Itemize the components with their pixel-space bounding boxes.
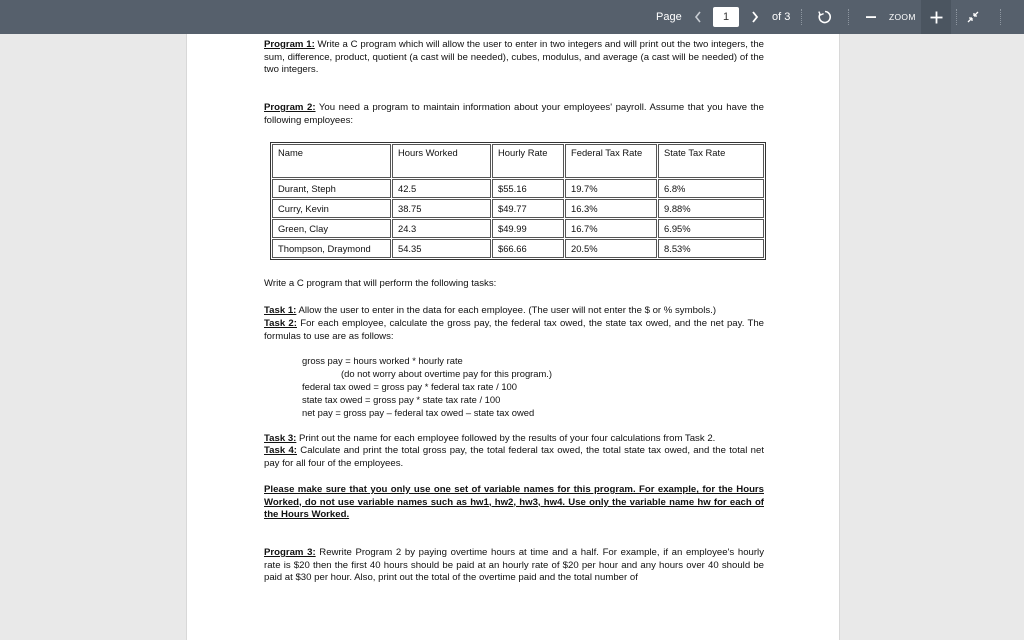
table-cell: $55.16 bbox=[492, 179, 564, 198]
toolbar-divider bbox=[801, 9, 802, 25]
employee-table bbox=[270, 142, 766, 260]
task-4-label: Task 4: bbox=[264, 445, 297, 456]
program-1-label: Program 1: bbox=[264, 39, 315, 50]
table-cell: $49.99 bbox=[492, 219, 564, 238]
viewer-toolbar bbox=[0, 0, 1024, 34]
rotate-icon[interactable] bbox=[814, 0, 836, 34]
toolbar-divider bbox=[848, 9, 849, 25]
task-1-paragraph bbox=[264, 305, 764, 318]
table-cell: 20.5% bbox=[565, 239, 657, 258]
page-number-input[interactable] bbox=[713, 7, 739, 27]
table-row bbox=[272, 199, 764, 218]
program-3-label: Program 3: bbox=[264, 547, 316, 558]
chevron-right-icon[interactable] bbox=[747, 0, 763, 34]
table-row bbox=[272, 219, 764, 238]
program-3-text: Rewrite Program 2 by paying overtime hours at time and a half. For example, if an employee's hourly rate is $20 then the first 40 hours should be paid at an hourly rate of $20 per hour and any hours over 40 should be paid at $30 per hour. Also, print out the total of the overtime paid and the total number of bbox=[264, 547, 764, 584]
task-2-label: Task 2: bbox=[264, 318, 297, 329]
write-instructions: Write a C program that will perform the following tasks: bbox=[264, 278, 497, 289]
minus-icon[interactable] bbox=[861, 0, 881, 34]
task-1-label: Task 1: bbox=[264, 305, 297, 316]
table-cell: 6.8% bbox=[658, 179, 764, 198]
table-cell: 8.53% bbox=[658, 239, 764, 258]
collapse-icon[interactable] bbox=[962, 0, 984, 34]
table-cell: 42.5 bbox=[392, 179, 491, 198]
table-cell: 9.88% bbox=[658, 199, 764, 218]
table-header-cell: Federal Tax Rate bbox=[565, 144, 657, 178]
plus-icon[interactable] bbox=[921, 0, 951, 34]
formula-line: gross pay = hours worked * hourly rate bbox=[302, 355, 463, 366]
page-label: Page bbox=[656, 11, 682, 23]
table-cell: Curry, Kevin bbox=[272, 199, 391, 218]
program-1-paragraph bbox=[264, 39, 764, 77]
formula-line: (do not worry about overtime pay for this program.) bbox=[341, 368, 553, 379]
table-cell: 16.7% bbox=[565, 219, 657, 238]
task-3-text: Print out the name for each employee followed by the results of your four calculations from Task 2. bbox=[296, 433, 716, 444]
task-2-text: For each employee, calculate the gross pay, the federal tax owed, the state tax owed, and the net pay. The formulas to use are as follows: bbox=[264, 318, 764, 342]
table-header-row bbox=[272, 144, 764, 178]
document-page bbox=[186, 34, 840, 640]
task-1-text: Allow the user to enter in the data for each employee. (The user will not enter the $ or % symbols.) bbox=[296, 305, 717, 316]
formula-line: state tax owed = gross pay * state tax rate / 100 bbox=[302, 394, 501, 405]
zoom-label: ZOOM bbox=[889, 12, 916, 22]
table-cell: Durant, Steph bbox=[272, 179, 391, 198]
table-header-cell: Hourly Rate bbox=[492, 144, 564, 178]
variable-naming-note: Please make sure that you only use one set of variable names for this program. For example, for the Hours Worked, do not use variable names such as hw1, hw2, hw3, hw4. Use only the variable name hw for each of the Hours Worked. bbox=[264, 484, 764, 521]
formula-line: net pay = gross pay – federal tax owed – state tax owed bbox=[302, 407, 535, 418]
table-cell: Green, Clay bbox=[272, 219, 391, 238]
table-header-cell: State Tax Rate bbox=[658, 144, 764, 178]
task-2-paragraph bbox=[264, 318, 764, 343]
toolbar-divider bbox=[1000, 9, 1001, 25]
program-3-paragraph bbox=[264, 547, 764, 585]
table-cell: 38.75 bbox=[392, 199, 491, 218]
table-cell: $66.66 bbox=[492, 239, 564, 258]
table-row bbox=[272, 239, 764, 258]
task-4-text: Calculate and print the total gross pay, the total federal tax owed, the total state tax owed, and the total net pay for all four of the employees. bbox=[264, 445, 764, 469]
table-cell: 16.3% bbox=[565, 199, 657, 218]
task-3-label: Task 3: bbox=[264, 433, 297, 444]
table-cell: $49.77 bbox=[492, 199, 564, 218]
table-cell: 24.3 bbox=[392, 219, 491, 238]
program-2-paragraph bbox=[264, 102, 764, 127]
page-count-label: of 3 bbox=[772, 11, 791, 23]
task-3-paragraph bbox=[264, 433, 764, 446]
formula-line: federal tax owed = gross pay * federal tax rate / 100 bbox=[302, 381, 517, 392]
program-2-label: Program 2: bbox=[264, 102, 316, 113]
program-2-text: You need a program to maintain information about your employees' payroll. Assume that you have the following employees: bbox=[264, 102, 764, 126]
table-cell: 6.95% bbox=[658, 219, 764, 238]
table-cell: 54.35 bbox=[392, 239, 491, 258]
program-1-text: Write a C program which will allow the user to enter in two integers and will print out the two integers, the sum, difference, product, quotient (a cast will be needed), cubes, modulus, and average (a cast will be needed) of the two integers. bbox=[264, 39, 764, 76]
toolbar-divider bbox=[956, 9, 957, 25]
table-header-cell: Hours Worked bbox=[392, 144, 491, 178]
table-cell: Thompson, Draymond bbox=[272, 239, 391, 258]
table-header-cell: Name bbox=[272, 144, 391, 178]
task-4-paragraph bbox=[264, 445, 764, 470]
table-row bbox=[272, 179, 764, 198]
table-cell: 19.7% bbox=[565, 179, 657, 198]
chevron-left-icon[interactable] bbox=[690, 0, 706, 34]
